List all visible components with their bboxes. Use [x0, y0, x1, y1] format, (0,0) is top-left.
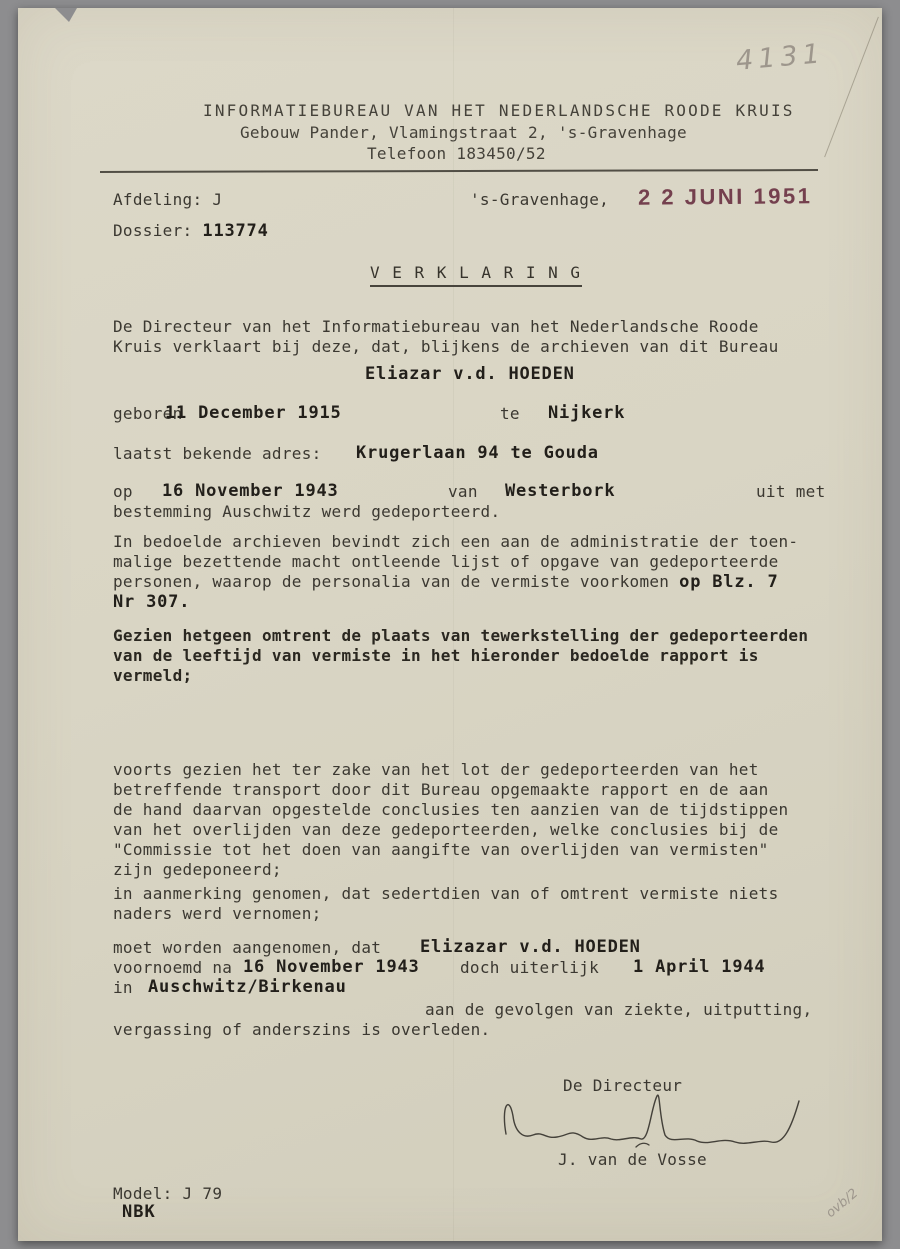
death-place: Auschwitz/Birkenau — [148, 977, 347, 997]
geboren-label: geboren — [113, 404, 183, 423]
doch-label: doch uiterlijk — [460, 958, 600, 977]
conclusion-date-limit: 1 April 1944 — [633, 957, 766, 977]
handwritten-signature — [498, 1088, 820, 1152]
gezien-line-3: vermeld; — [113, 666, 193, 685]
deportation-camp: Westerbork — [505, 481, 616, 501]
voorts-line-1: voorts gezien het ter zake van het lot der gedeporteerden van het — [113, 760, 759, 779]
van-label: van — [448, 482, 478, 501]
voornoemd-label: voornoemd na — [113, 958, 233, 977]
intro-line-2: Kruis verklaart bij deze, dat, blijkens de archieven van dit Bureau — [113, 337, 779, 356]
conclusion-date-after: 16 November 1943 — [243, 957, 420, 977]
aanmerking-line-2: naders werd vernomen; — [113, 904, 322, 923]
intro-line-1: De Directeur van het Informatiebureau van het Nederlandsche Roode — [113, 317, 759, 336]
gezien-line-2: van de leeftijd van vermiste in het hieronder bedoelde rapport is — [113, 646, 759, 665]
signatory-name: J. van de Vosse — [558, 1150, 707, 1169]
org-phone: Telefoon 183450/52 — [367, 144, 546, 163]
conclusion-lead: moet worden aangenomen, dat — [113, 938, 382, 957]
archive-line-3: personen, waarop de personalia van de vermiste voorkomen op Blz. 7 — [113, 572, 779, 592]
afdeling-label: Afdeling: — [113, 190, 203, 209]
org-abbrev-stamp: NBK — [122, 1202, 156, 1222]
closing-line-1: aan de gevolgen van ziekte, uitputting, — [425, 1000, 813, 1019]
list-number-reference: Nr 307. — [113, 592, 191, 612]
bestemming-line: bestemming Auschwitz werd gedeporteerd. — [113, 502, 501, 521]
paper-corner-notch — [55, 8, 77, 22]
dossier-value: 113774 — [202, 221, 269, 241]
voorts-line-6: zijn gedeponeerd; — [113, 860, 282, 879]
signatory-role: De Directeur — [563, 1076, 683, 1095]
aanmerking-line-1: in aanmerking genomen, dat sedertdien van of omtrent vermiste niets — [113, 884, 779, 903]
place-line: 's-Gravenhage, — [470, 190, 610, 209]
paper-fold-line — [453, 8, 454, 1241]
pencil-corner-annotation: ovb/2 — [823, 1186, 862, 1221]
address-value: Krugerlaan 94 te Gouda — [356, 443, 599, 463]
date-stamp: 2 2 JUNI 1951 — [637, 183, 813, 210]
afdeling-row — [113, 190, 222, 209]
conclusion-name: Elizazar v.d. HOEDEN — [420, 937, 641, 957]
voorts-line-5: "Commissie tot het doen van aangifte van overlijden van vermisten" — [113, 840, 769, 859]
archive-line-1: In bedoelde archieven bevindt zich een aan de administratie der toen- — [113, 532, 799, 551]
uit-met-label: uit met — [756, 482, 826, 501]
te-label: te — [500, 404, 520, 423]
person-name: Eliazar v.d. HOEDEN — [365, 364, 575, 384]
form-model-number: Model: J 79 — [113, 1184, 223, 1203]
document-title: V E R K L A R I N G — [370, 263, 582, 282]
voorts-line-2: betreffende transport door dit Bureau opgemaakte rapport en de aan — [113, 780, 769, 799]
dossier-label: Dossier: — [113, 221, 193, 240]
voorts-line-4: van het overlijden van deze gedeporteerden, welke conclusies bij de — [113, 820, 779, 839]
org-name: INFORMATIEBUREAU VAN HET NEDERLANDSCHE ROODE KRUIS — [203, 101, 795, 120]
deportation-date: 16 November 1943 — [162, 481, 339, 501]
op-label: op — [113, 482, 133, 501]
dossier-row — [113, 221, 269, 241]
in-label: in — [113, 978, 133, 997]
page-reference: op Blz. 7 — [679, 572, 779, 592]
address-label: laatst bekende adres: — [113, 444, 322, 463]
gezien-line-1: Gezien hetgeen omtrent de plaats van tewerkstelling der gedeporteerden — [113, 626, 809, 645]
closing-line-2: vergassing of anderszins is overleden. — [113, 1020, 491, 1039]
archive-line-2: malige bezettende macht ontleende lijst of opgave van gedeporteerde — [113, 552, 779, 571]
org-address: Gebouw Pander, Vlamingstraat 2, 's-Gravenhage — [240, 123, 687, 142]
pencil-number-annotation: 4131 — [734, 38, 826, 77]
birth-place: Nijkerk — [548, 403, 626, 423]
voorts-line-3: de hand daarvan opgestelde conclusies ten aanzien van de tijdstippen — [113, 800, 789, 819]
afdeling-value: J — [212, 190, 223, 209]
birth-date: 11 December 1915 — [165, 403, 342, 423]
